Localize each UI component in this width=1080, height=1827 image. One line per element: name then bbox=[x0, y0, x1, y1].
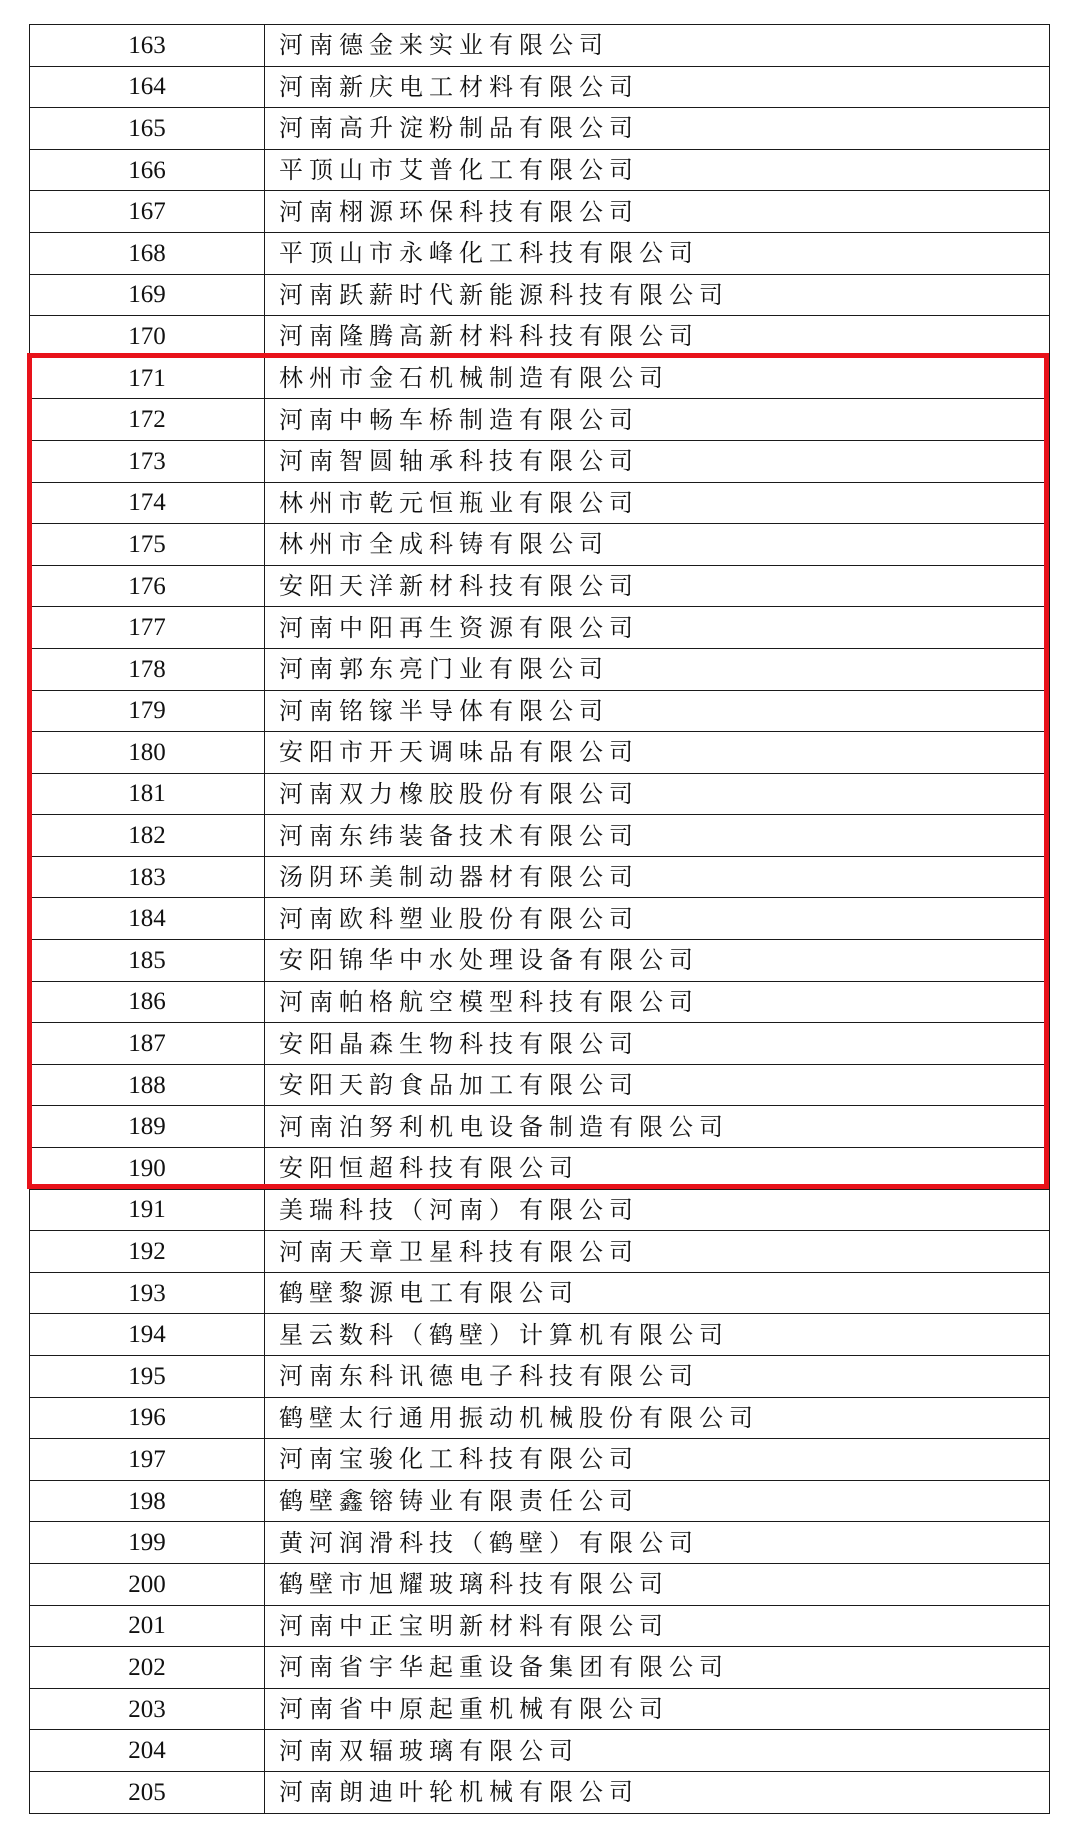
row-number: 199 bbox=[30, 1522, 265, 1564]
table-row bbox=[30, 66, 1050, 108]
row-number: 195 bbox=[30, 1356, 265, 1398]
row-number: 176 bbox=[30, 565, 265, 607]
company-name: 安阳天洋新材科技有限公司 bbox=[265, 565, 1050, 607]
row-number: 189 bbox=[30, 1106, 265, 1148]
company-name: 河南跃薪时代新能源科技有限公司 bbox=[265, 274, 1050, 316]
row-number: 184 bbox=[30, 898, 265, 940]
table-row bbox=[30, 690, 1050, 732]
table-row bbox=[30, 1314, 1050, 1356]
table-row bbox=[30, 815, 1050, 857]
table-row bbox=[30, 440, 1050, 482]
row-number: 201 bbox=[30, 1605, 265, 1647]
row-number: 190 bbox=[30, 1148, 265, 1190]
company-name: 河南郭东亮门业有限公司 bbox=[265, 648, 1050, 690]
row-number: 204 bbox=[30, 1730, 265, 1772]
company-name: 河南新庆电工材料有限公司 bbox=[265, 66, 1050, 108]
company-name: 安阳锦华中水处理设备有限公司 bbox=[265, 940, 1050, 982]
table-row bbox=[30, 607, 1050, 649]
row-number: 166 bbox=[30, 149, 265, 191]
table-row bbox=[30, 773, 1050, 815]
row-number: 174 bbox=[30, 482, 265, 524]
row-number: 172 bbox=[30, 399, 265, 441]
company-name: 河南隆腾高新材料科技有限公司 bbox=[265, 316, 1050, 358]
company-name: 汤阴环美制动器材有限公司 bbox=[265, 856, 1050, 898]
company-name: 河南省中原起重机械有限公司 bbox=[265, 1688, 1050, 1730]
row-number: 182 bbox=[30, 815, 265, 857]
row-number: 170 bbox=[30, 316, 265, 358]
table-row bbox=[30, 1356, 1050, 1398]
table-row bbox=[30, 191, 1050, 233]
company-name: 河南中畅车桥制造有限公司 bbox=[265, 399, 1050, 441]
table-row bbox=[30, 1730, 1050, 1772]
company-name: 林州市全成科铸有限公司 bbox=[265, 524, 1050, 566]
company-name: 黄河润滑科技（鹤壁）有限公司 bbox=[265, 1522, 1050, 1564]
table-row bbox=[30, 1106, 1050, 1148]
table-row bbox=[30, 1023, 1050, 1065]
company-name: 河南中正宝明新材料有限公司 bbox=[265, 1605, 1050, 1647]
table-row bbox=[30, 399, 1050, 441]
company-name: 河南栩源环保科技有限公司 bbox=[265, 191, 1050, 233]
row-number: 181 bbox=[30, 773, 265, 815]
company-name: 河南铭镓半导体有限公司 bbox=[265, 690, 1050, 732]
table-row bbox=[30, 25, 1050, 67]
row-number: 198 bbox=[30, 1480, 265, 1522]
row-number: 167 bbox=[30, 191, 265, 233]
company-name: 林州市金石机械制造有限公司 bbox=[265, 357, 1050, 399]
table-row bbox=[30, 1231, 1050, 1273]
table-row bbox=[30, 1522, 1050, 1564]
row-number: 183 bbox=[30, 856, 265, 898]
row-number: 178 bbox=[30, 648, 265, 690]
row-number: 177 bbox=[30, 607, 265, 649]
row-number: 165 bbox=[30, 108, 265, 150]
table-row bbox=[30, 482, 1050, 524]
company-name: 安阳恒超科技有限公司 bbox=[265, 1148, 1050, 1190]
company-list-body bbox=[30, 25, 1050, 1814]
table-row bbox=[30, 732, 1050, 774]
company-list-table bbox=[29, 24, 1050, 1814]
table-row bbox=[30, 1605, 1050, 1647]
row-number: 187 bbox=[30, 1023, 265, 1065]
company-name: 安阳市开天调味品有限公司 bbox=[265, 732, 1050, 774]
company-name: 河南中阳再生资源有限公司 bbox=[265, 607, 1050, 649]
row-number: 175 bbox=[30, 524, 265, 566]
company-name: 鹤壁黎源电工有限公司 bbox=[265, 1272, 1050, 1314]
row-number: 169 bbox=[30, 274, 265, 316]
row-number: 193 bbox=[30, 1272, 265, 1314]
company-name: 河南东科讯德电子科技有限公司 bbox=[265, 1356, 1050, 1398]
company-name: 鹤壁鑫镕铸业有限责任公司 bbox=[265, 1480, 1050, 1522]
row-number: 202 bbox=[30, 1647, 265, 1689]
table-row bbox=[30, 316, 1050, 358]
row-number: 194 bbox=[30, 1314, 265, 1356]
table-row bbox=[30, 1647, 1050, 1689]
company-name: 河南德金来实业有限公司 bbox=[265, 25, 1050, 67]
company-name: 安阳晶森生物科技有限公司 bbox=[265, 1023, 1050, 1065]
row-number: 205 bbox=[30, 1771, 265, 1813]
company-name: 星云数科（鹤壁）计算机有限公司 bbox=[265, 1314, 1050, 1356]
company-name: 河南宝骏化工科技有限公司 bbox=[265, 1439, 1050, 1481]
row-number: 192 bbox=[30, 1231, 265, 1273]
table-row bbox=[30, 524, 1050, 566]
table-row bbox=[30, 1480, 1050, 1522]
row-number: 191 bbox=[30, 1189, 265, 1231]
table-row bbox=[30, 1439, 1050, 1481]
table-row bbox=[30, 1688, 1050, 1730]
table-row bbox=[30, 149, 1050, 191]
row-number: 180 bbox=[30, 732, 265, 774]
company-name: 美瑞科技（河南）有限公司 bbox=[265, 1189, 1050, 1231]
table-row bbox=[30, 898, 1050, 940]
table-row bbox=[30, 357, 1050, 399]
table-row bbox=[30, 1148, 1050, 1190]
table-row bbox=[30, 108, 1050, 150]
row-number: 197 bbox=[30, 1439, 265, 1481]
row-number: 164 bbox=[30, 66, 265, 108]
company-name: 河南朗迪叶轮机械有限公司 bbox=[265, 1771, 1050, 1813]
row-number: 163 bbox=[30, 25, 265, 67]
table-row bbox=[30, 981, 1050, 1023]
company-name: 鹤壁太行通用振动机械股份有限公司 bbox=[265, 1397, 1050, 1439]
company-name: 河南天章卫星科技有限公司 bbox=[265, 1231, 1050, 1273]
company-name: 安阳天韵食品加工有限公司 bbox=[265, 1064, 1050, 1106]
row-number: 173 bbox=[30, 440, 265, 482]
table-row bbox=[30, 1397, 1050, 1439]
company-name: 河南双力橡胶股份有限公司 bbox=[265, 773, 1050, 815]
table-row bbox=[30, 232, 1050, 274]
company-name: 河南智圆轴承科技有限公司 bbox=[265, 440, 1050, 482]
row-number: 168 bbox=[30, 232, 265, 274]
company-name: 平顶山市永峰化工科技有限公司 bbox=[265, 232, 1050, 274]
company-name: 河南泊努利机电设备制造有限公司 bbox=[265, 1106, 1050, 1148]
company-name: 河南双辐玻璃有限公司 bbox=[265, 1730, 1050, 1772]
row-number: 186 bbox=[30, 981, 265, 1023]
row-number: 203 bbox=[30, 1688, 265, 1730]
company-name: 平顶山市艾普化工有限公司 bbox=[265, 149, 1050, 191]
company-name: 河南东纬装备技术有限公司 bbox=[265, 815, 1050, 857]
table-row bbox=[30, 1189, 1050, 1231]
table-row bbox=[30, 565, 1050, 607]
table-row bbox=[30, 1563, 1050, 1605]
table-row bbox=[30, 648, 1050, 690]
row-number: 188 bbox=[30, 1064, 265, 1106]
company-name: 河南省宇华起重设备集团有限公司 bbox=[265, 1647, 1050, 1689]
table-row bbox=[30, 1064, 1050, 1106]
row-number: 196 bbox=[30, 1397, 265, 1439]
table-row bbox=[30, 940, 1050, 982]
company-name: 河南高升淀粉制品有限公司 bbox=[265, 108, 1050, 150]
company-name: 河南欧科塑业股份有限公司 bbox=[265, 898, 1050, 940]
company-name: 林州市乾元恒瓶业有限公司 bbox=[265, 482, 1050, 524]
row-number: 185 bbox=[30, 940, 265, 982]
table-row bbox=[30, 274, 1050, 316]
row-number: 200 bbox=[30, 1563, 265, 1605]
company-name: 鹤壁市旭耀玻璃科技有限公司 bbox=[265, 1563, 1050, 1605]
row-number: 171 bbox=[30, 357, 265, 399]
table-row bbox=[30, 856, 1050, 898]
row-number: 179 bbox=[30, 690, 265, 732]
table-row bbox=[30, 1771, 1050, 1813]
company-name: 河南帕格航空模型科技有限公司 bbox=[265, 981, 1050, 1023]
table-row bbox=[30, 1272, 1050, 1314]
